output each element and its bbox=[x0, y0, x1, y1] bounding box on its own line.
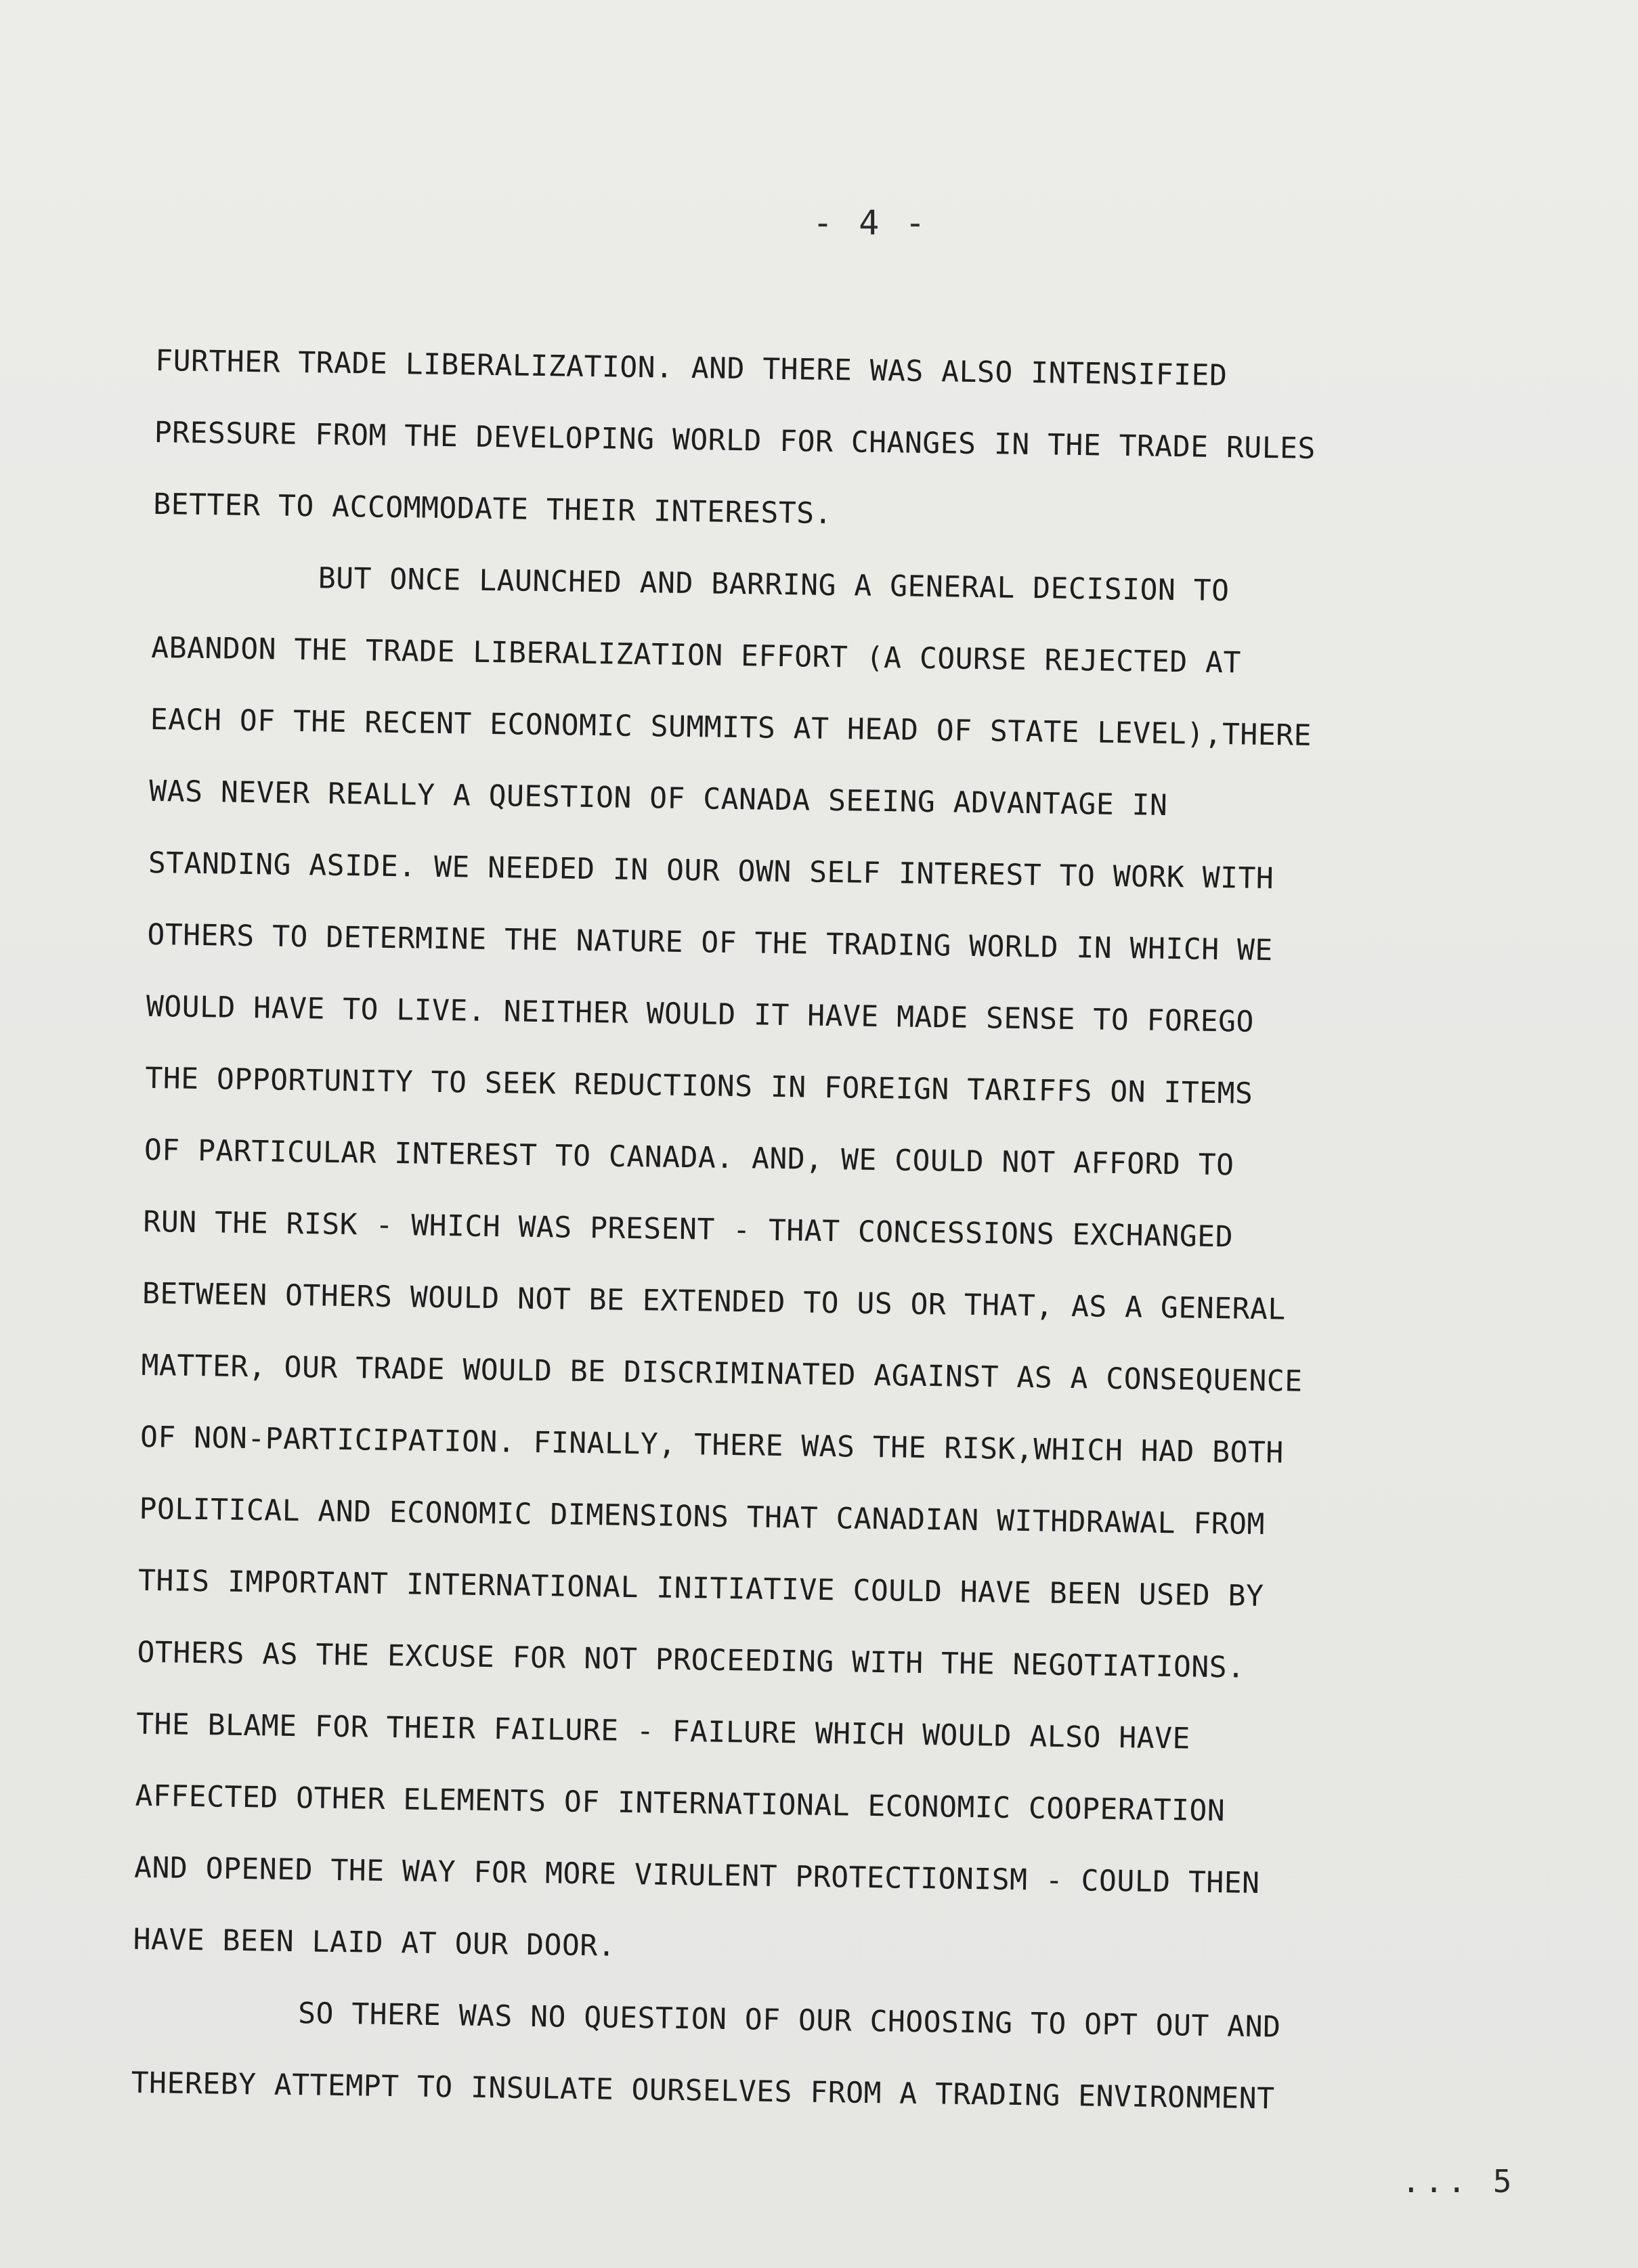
text-line: PRESSURE FROM THE DEVELOPING WORLD FOR CHANGES IN THE TRADE RULES bbox=[154, 415, 1316, 466]
text-line: WOULD HAVE TO LIVE. NEITHER WOULD IT HAVE MADE SENSE TO FOREGO bbox=[146, 989, 1255, 1039]
text-line: BETWEEN OTHERS WOULD NOT BE EXTENDED TO US OR THAT, AS A GENERAL bbox=[142, 1276, 1287, 1327]
paragraph bbox=[131, 1976, 1555, 2139]
paragraph bbox=[153, 325, 1578, 560]
text-line: OTHERS AS THE EXCUSE FOR NOT PROCEEDING WITH THE NEGOTIATIONS. bbox=[137, 1635, 1245, 1685]
text-line: STANDING ASIDE. WE NEEDED IN OUR OWN SELF INTEREST TO WORK WITH bbox=[148, 846, 1274, 896]
text-line: MATTER, OUR TRADE WOULD BE DISCRIMINATED AGAINST AS A CONSEQUENCE bbox=[141, 1348, 1303, 1399]
text-line: ABANDON THE TRADE LIBERALIZATION EFFORT (A COURSE REJECTED AT bbox=[150, 630, 1242, 680]
text-line: OF NON-PARTICIPATION. FINALLY, THERE WAS THE RISK,WHICH HAD BOTH bbox=[139, 1420, 1285, 1470]
continuation-marker: ... 5 bbox=[1402, 2163, 1516, 2200]
text-line: POLITICAL AND ECONOMIC DIMENSIONS THAT CANADIAN WITHDRAWAL FROM bbox=[139, 1491, 1266, 1542]
text-line: RUN THE RISK - WHICH WAS PRESENT - THAT CONCESSIONS EXCHANGED bbox=[143, 1204, 1234, 1255]
text-line: AND OPENED THE WAY FOR MORE VIRULENT PROTECTIONISM - COULD THEN bbox=[133, 1850, 1260, 1900]
text-line: WAS NEVER REALLY A QUESTION OF CANADA SEEING ADVANTAGE IN bbox=[149, 774, 1168, 823]
text-line: OF PARTICULAR INTEREST TO CANADA. AND, WE COULD NOT AFFORD TO bbox=[144, 1133, 1234, 1183]
page-number: - 4 - bbox=[813, 203, 928, 242]
text-line: BUT ONCE LAUNCHED AND BARRING A GENERAL DECISION TO bbox=[318, 561, 1230, 609]
text-line: BETTER TO ACCOMMODATE THEIR INTERESTS. bbox=[152, 487, 833, 531]
text-line: FURTHER TRADE LIBERALIZATION. AND THERE WAS ALSO INTENSIFIED bbox=[154, 343, 1228, 393]
text-line: EACH OF THE RECENT ECONOMIC SUMMITS AT HEAD OF STATE LEVEL),THERE bbox=[150, 702, 1312, 753]
body-text bbox=[131, 325, 1578, 2139]
text-line: THIS IMPORTANT INTERNATIONAL INITIATIVE COULD HAVE BEEN USED BY bbox=[137, 1563, 1264, 1614]
text-line: THEREBY ATTEMPT TO INSULATE OURSELVES FROM A TRADING ENVIRONMENT bbox=[131, 2066, 1275, 2116]
text-line: AFFECTED OTHER ELEMENTS OF INTERNATIONAL ECONOMIC COOPERATION bbox=[135, 1779, 1226, 1829]
text-line: THE BLAME FOR THEIR FAILURE - FAILURE WHICH WOULD ALSO HAVE bbox=[135, 1707, 1191, 1756]
paragraph bbox=[133, 540, 1574, 1995]
text-line: SO THERE WAS NO QUESTION OF OUR CHOOSING TO OPT OUT AND bbox=[297, 1997, 1281, 2045]
text-line: HAVE BEEN LAID AT OUR DOOR. bbox=[133, 1922, 616, 1963]
text-line: THE OPPORTUNITY TO SEEK REDUCTIONS IN FOREIGN TARIFFS ON ITEMS bbox=[145, 1061, 1253, 1111]
text-line: OTHERS TO DETERMINE THE NATURE OF THE TRADING WORLD IN WHICH WE bbox=[147, 917, 1274, 968]
